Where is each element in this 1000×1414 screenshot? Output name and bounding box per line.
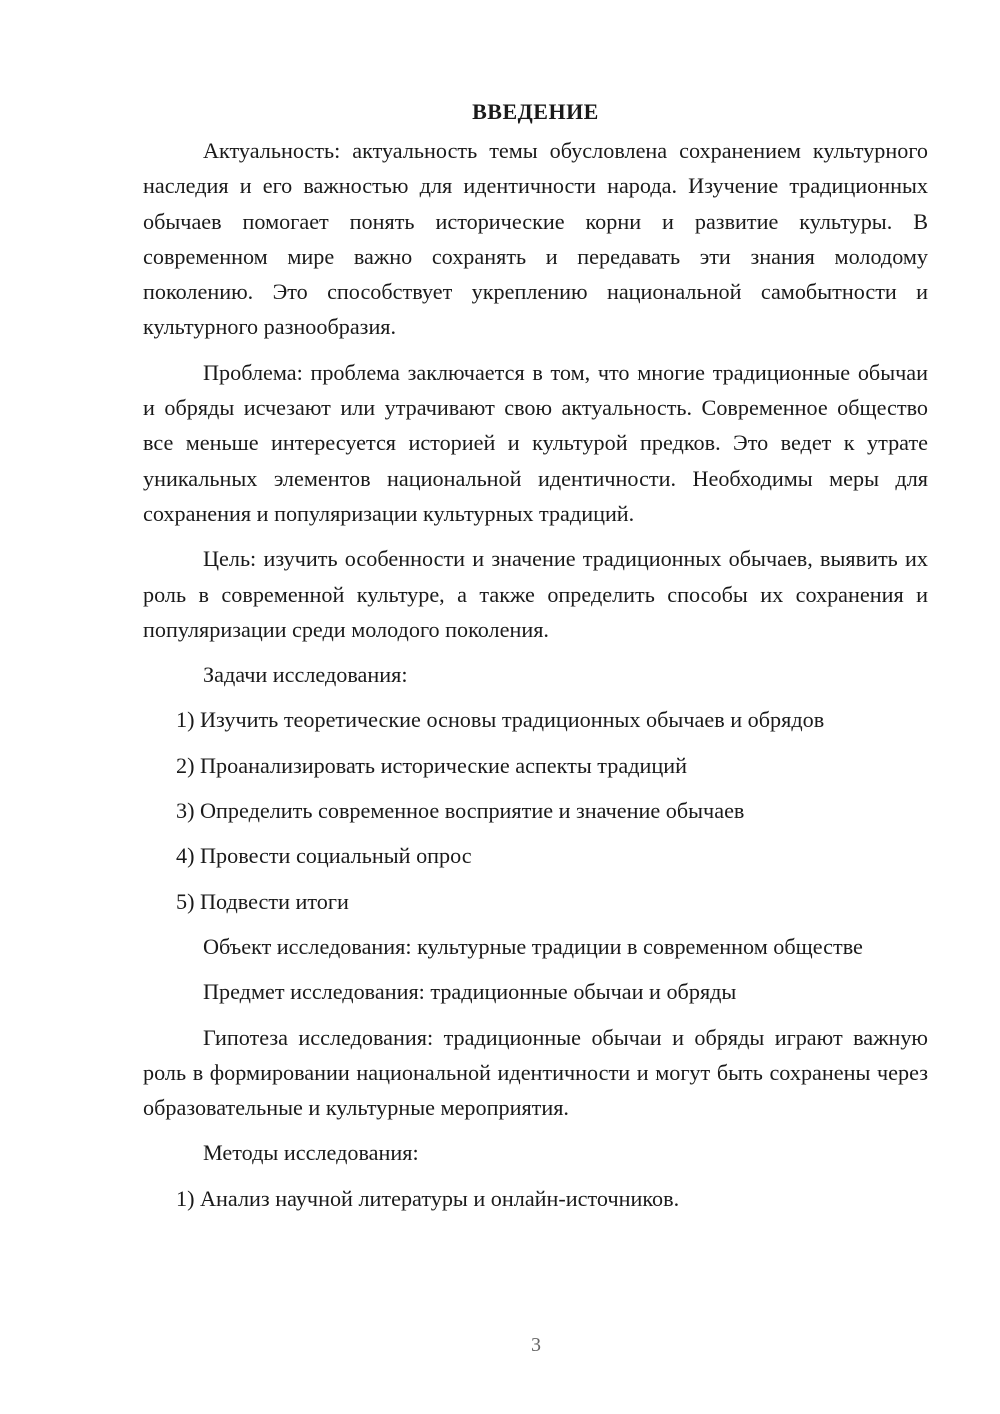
task-item-2: 2) Проанализировать исторические аспекты традиций xyxy=(176,752,687,778)
paragraph-hypothesis: Гипотеза исследования: традиционные обычаи и обряды играют важную роль в формировании национальной идентичности и могут быть сохранены через образовательные и культурные мероприятия. xyxy=(143,1024,928,1121)
document-page xyxy=(143,94,928,1226)
paragraph-relevance: Актуальность: актуальность темы обусловлена сохранением культурного наследия и его важностью для идентичности народа. Изучение традиционных обычаев помогает понять исторические корни и развитие культуры. В современном мире важно сохранять и передавать эти знания молодому поколению. Это способствует укреплению национальной самобытности и культурного разнообразия. xyxy=(143,138,928,340)
tasks-heading: Задачи исследования: xyxy=(203,662,408,688)
paragraph-subject: Предмет исследования: традиционные обычаи и обряды xyxy=(203,979,737,1005)
paragraph-problem: Проблема: проблема заключается в том, что многие традиционные обычаи и обряды исчезают или утрачивают свою актуальность. Современное общество все меньше интересуется историей и культурой предков. Это ведет к утрате уникальных элементов национальной идентичности. Необходимы меры для сохранения и популяризации культурных традиций. xyxy=(143,359,928,526)
task-item-3: 3) Определить современное восприятие и значение обычаев xyxy=(176,798,745,824)
task-item-1: 1) Изучить теоретические основы традиционных обычаев и обрядов xyxy=(176,707,825,733)
methods-heading: Методы исследования: xyxy=(203,1140,419,1166)
paragraph-object: Объект исследования: культурные традиции в современном обществе xyxy=(203,933,863,959)
section-title: ВВЕДЕНИЕ xyxy=(472,99,599,124)
paragraph-goal: Цель: изучить особенности и значение традиционных обычаев, выявить их роль в современной культуре, а также определить способы их сохранения и популяризации среди молодого поколения. xyxy=(143,546,928,642)
task-item-5: 5) Подвести итоги xyxy=(176,888,349,914)
task-item-4: 4) Провести социальный опрос xyxy=(176,843,472,869)
method-item-1: 1) Анализ научной литературы и онлайн-источников. xyxy=(176,1185,680,1211)
page-number: 3 xyxy=(531,1334,541,1356)
